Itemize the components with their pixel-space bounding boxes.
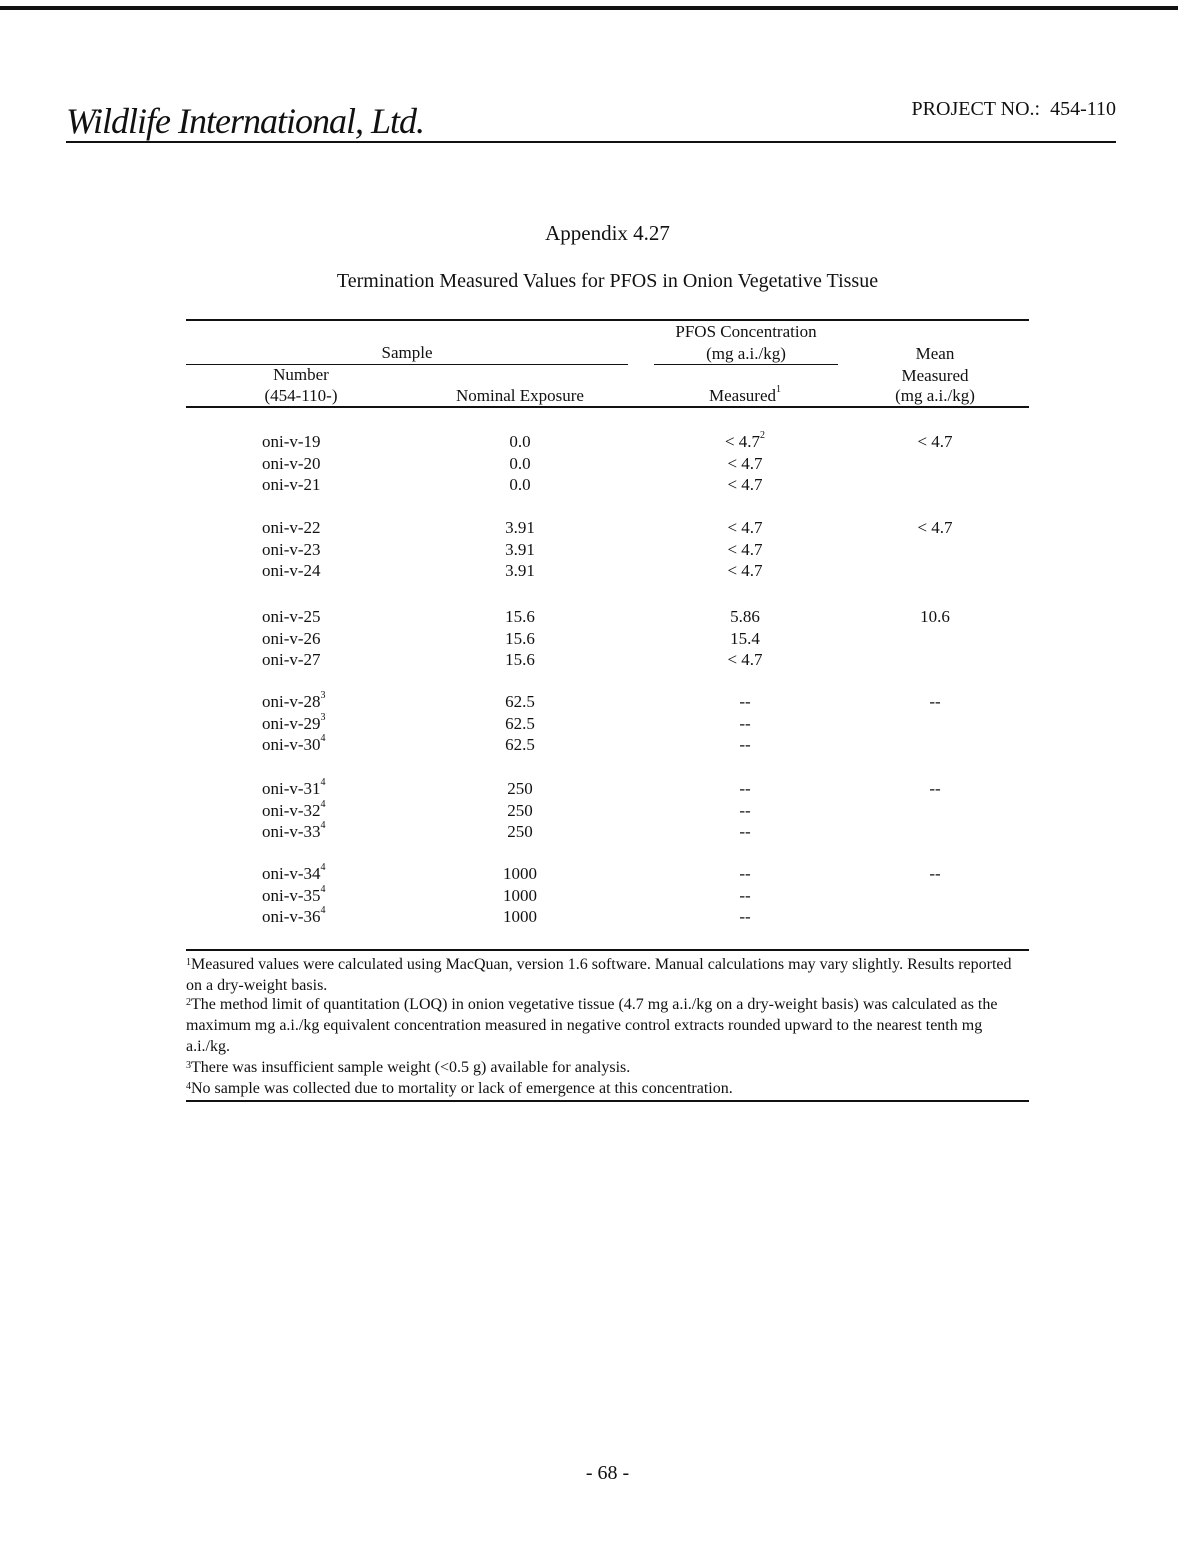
sample-number-cell: oni-$v-29^3$ (262, 711, 326, 733)
nominal-exposure-cell: 1000 (503, 885, 537, 905)
mean-header-line1: Mean (915, 344, 955, 363)
mean-header-line2: Measured (901, 366, 969, 385)
nominal-exposure-cell: 3.91 (505, 561, 535, 580)
header-rule (66, 141, 1116, 143)
sample-number-cell: oni-$v-36^4$ (262, 905, 326, 926)
nominal-exposure-cell: 15.6 (505, 607, 535, 626)
mean-measured-cell: < 4.7 (917, 518, 953, 537)
nominal-exposure-cell: 62.5 (505, 713, 535, 733)
sample-number-cell: oni-$v-33^4$ (262, 820, 326, 841)
number-header-line1: Number (273, 365, 329, 384)
nominal-exposure-cell: 3.91 (505, 539, 535, 559)
mean-measured-cell: 10.6 (920, 607, 950, 626)
nominal-exposure-cell: 0.0 (509, 475, 531, 494)
mean-measured-cell: -- (929, 779, 941, 798)
project-number (912, 98, 1116, 121)
mean-header-line3: (mg a.i./kg) (895, 386, 975, 405)
measured-value-cell: < $4.7^2$ (724, 430, 766, 451)
group-pfos-header-line2: (mg a.i./kg) (706, 344, 786, 363)
measured-value-cell: -- (739, 800, 751, 820)
nominal-exposure-cell: 15.6 (505, 650, 535, 669)
measured-value-cell: -- (739, 907, 751, 926)
mean-measured-cell: -- (929, 692, 941, 711)
measured-value-cell: < 4.7 (727, 518, 763, 537)
nominal-exposure-cell: 62.5 (505, 735, 535, 754)
company-logo: Wildlife International, Ltd. (66, 101, 424, 141)
header-bottom-rule (186, 406, 1029, 408)
sample-number-cell: oni-v-27 (262, 650, 321, 669)
group-sample-header: Sample (381, 343, 433, 362)
sample-number-cell: oni-v-21 (262, 475, 321, 494)
sample-number-cell: oni-$v-32^4$ (262, 798, 326, 820)
nominal-exposure-cell: 62.5 (505, 692, 535, 711)
nominal-exposure-cell: 3.91 (505, 518, 535, 537)
sample-number-cell: oni-v-25 (262, 607, 321, 626)
nominal-exposure-cell: 250 (507, 800, 533, 820)
sample-number-cell: oni-v-24 (262, 561, 321, 580)
nominal-exposure-cell: 250 (507, 822, 533, 841)
footnote-4: $^4$No sample was collected due to mortality or lack of emergence at this concentration. (186, 1080, 733, 1097)
footnote-bottom-rule (186, 1100, 1029, 1102)
footnote-1: $^1$Measured values were calculated using MacQuan, version 1.6 software. Manual calculations may vary slightly. Results reported on a dry-weight basis. (186, 956, 1012, 994)
sample-number-cell: oni-$v-30^4$ (262, 733, 326, 754)
pfos-underline (654, 364, 838, 365)
footnote-3: $^3$There was insufficient sample weight (<0.5 g) available for analysis. (186, 1059, 631, 1076)
mean-measured-cell: < 4.7 (917, 432, 953, 451)
measured-value-cell: < 4.7 (727, 475, 763, 494)
sample-number-cell: oni-v-26 (262, 628, 321, 648)
measured-value-cell: 15.4 (730, 628, 760, 648)
nominal-exposure-cell: 1000 (503, 907, 537, 926)
sample-number-cell: oni-v-23 (262, 539, 321, 559)
table-top-rule (186, 319, 1029, 321)
project-label: PROJECT NO.: (911, 98, 1041, 120)
footnote-2: $^2$The method limit of quantitation (LOQ) in onion vegetative tissue (4.7 mg a.i./kg on a dry-weight basis) was calculated as the maximum mg a.i./kg equivalent concentration measured in negative control extracts rounded upward to the nearest tenth mg a.i./kg. (186, 996, 998, 1055)
group-pfos-header-line1: PFOS Concentration (675, 322, 817, 341)
measured-value-cell: -- (739, 713, 751, 733)
measured-value-cell: -- (739, 779, 751, 798)
measured-header: Measured$^1$ (708, 384, 782, 405)
nominal-header: Nominal Exposure (456, 386, 584, 405)
nominal-exposure-cell: 1000 (503, 864, 537, 883)
page-number: - 68 - (585, 1462, 630, 1484)
measured-value-cell: < 4.7 (727, 650, 763, 669)
measured-value-cell: -- (739, 735, 751, 754)
top-border-rule (0, 6, 1178, 10)
sample-number-cell: oni-v-20 (262, 453, 321, 473)
measured-value-cell: -- (739, 692, 751, 711)
measured-value-cell: < 4.7 (727, 453, 763, 473)
mean-measured-cell: -- (929, 864, 941, 883)
measured-value-cell: -- (739, 885, 751, 905)
sample-number-cell: oni-$v-31^4$ (262, 777, 326, 798)
table-title: Termination Measured Values for PFOS in Onion Vegetative Tissue (336, 270, 879, 292)
measured-value-cell: 5.86 (730, 607, 760, 626)
nominal-exposure-cell: 250 (507, 779, 533, 798)
number-header-line2: (454-110-) (264, 386, 338, 405)
sample-number-cell: oni-$v-28^3$ (262, 690, 326, 711)
sample-number-cell: oni-$v-34^4$ (262, 862, 326, 883)
sample-number-cell: oni-v-19 (262, 432, 321, 451)
appendix-heading: Appendix 4.27 (545, 221, 670, 245)
measured-value-cell: < 4.7 (727, 539, 763, 559)
nominal-exposure-cell: 15.6 (505, 628, 535, 648)
table-bottom-rule (186, 949, 1029, 951)
nominal-exposure-cell: 0.0 (509, 453, 531, 473)
project-value: 454-110 (1050, 98, 1116, 120)
nominal-exposure-cell: 0.0 (509, 432, 531, 451)
sample-number-cell: oni-$v-35^4$ (262, 883, 326, 905)
measured-value-cell: -- (739, 864, 751, 883)
sample-number-cell: oni-v-22 (262, 518, 321, 537)
measured-value-cell: < 4.7 (727, 561, 763, 580)
measured-value-cell: -- (739, 822, 751, 841)
